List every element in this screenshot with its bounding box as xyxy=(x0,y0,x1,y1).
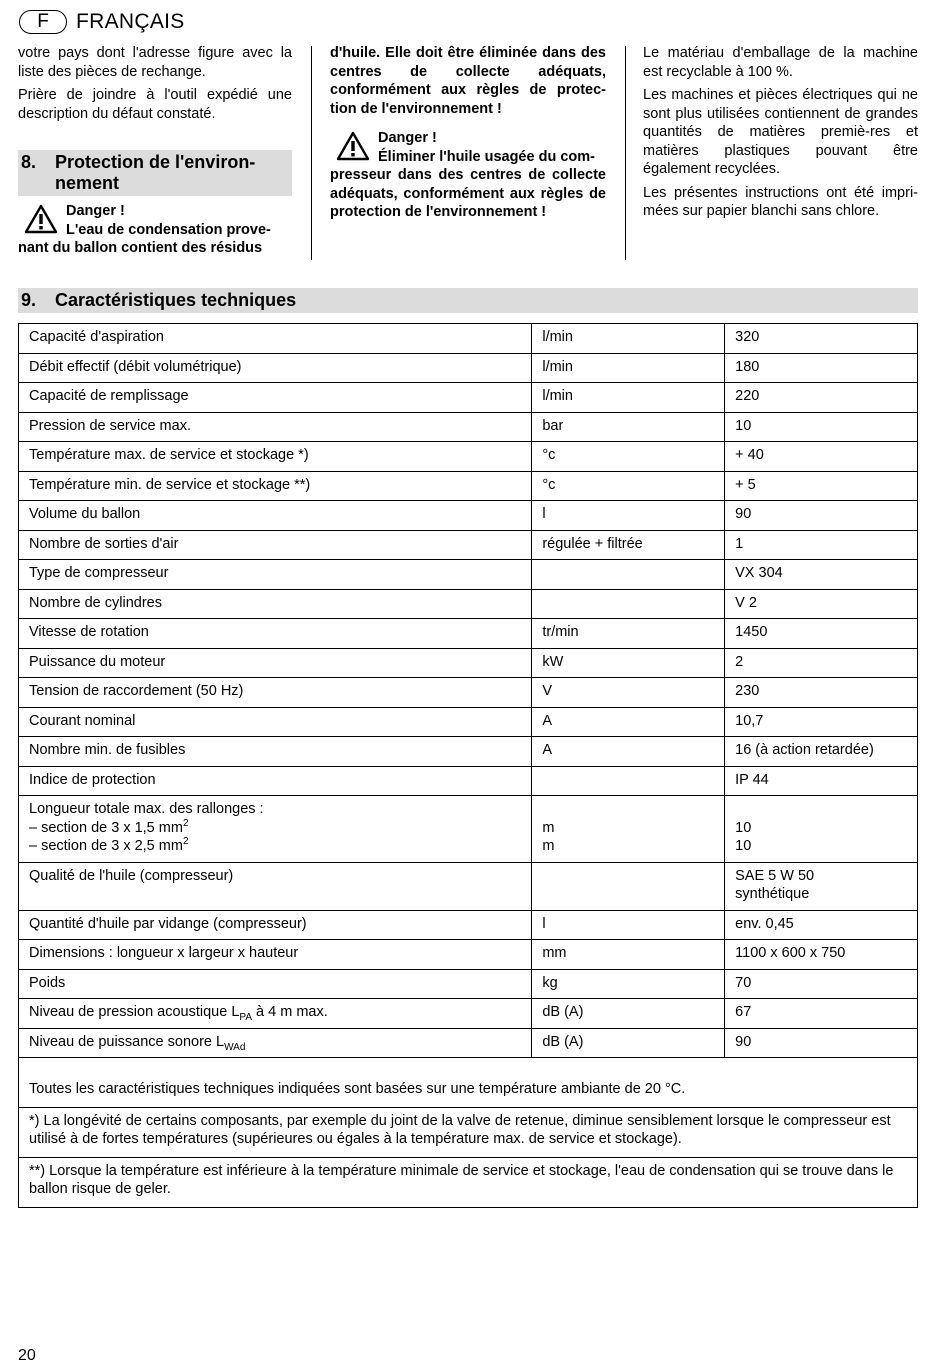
ext-value-line-3: 10 xyxy=(735,838,752,854)
ext-unit-line-3: m xyxy=(542,838,555,854)
spec-unit xyxy=(532,862,725,910)
spec-unit xyxy=(532,766,725,796)
ext-label-line-1: Longueur totale max. des rallonges : xyxy=(29,801,264,817)
table-row xyxy=(19,940,918,970)
table-row xyxy=(19,648,918,678)
table-row xyxy=(19,910,918,940)
spec-value: 180 xyxy=(725,353,918,383)
spec-unit: l/min xyxy=(532,324,725,354)
spec-label: Poids xyxy=(19,969,532,999)
danger-2-text: presseur dans des centres de collecte adéquats, conformément aux règles de protection de l'environnement ! xyxy=(330,167,606,220)
ext-unit-line-2: m xyxy=(542,819,555,836)
table-row xyxy=(19,862,918,910)
spec-unit: A xyxy=(532,737,725,767)
danger-2-line-1: Éliminer l'huile usagée du com- xyxy=(378,148,595,165)
spec-label: Température min. de service et stockage **) xyxy=(19,471,532,501)
danger-notice-2 xyxy=(330,129,606,222)
spec-label xyxy=(19,999,532,1029)
spec-label: Débit effectif (débit volumétrique) xyxy=(19,353,532,383)
spec-label: Courant nominal xyxy=(19,707,532,737)
spec-value: 67 xyxy=(725,999,918,1029)
column-3 xyxy=(643,44,918,226)
col3-paragraph-1: Le matériau d'emballage de la machine est recyclable à 100 %. xyxy=(643,45,918,80)
spec-value: 1100 x 600 x 750 xyxy=(725,940,918,970)
table-note-row xyxy=(19,1058,918,1108)
noise-label-suffix: à 4 m max. xyxy=(252,1004,328,1020)
spec-value: env. 0,45 xyxy=(725,910,918,940)
spec-label: Capacité de remplissage xyxy=(19,383,532,413)
table-row xyxy=(19,589,918,619)
subscript: PA xyxy=(239,1011,252,1023)
table-note-row xyxy=(19,1157,918,1207)
table-row xyxy=(19,324,918,354)
spec-value: IP 44 xyxy=(725,766,918,796)
table-row xyxy=(19,530,918,560)
table-row xyxy=(19,619,918,649)
table-row xyxy=(19,796,918,863)
spec-value: VX 304 xyxy=(725,560,918,590)
spec-unit: mm xyxy=(532,940,725,970)
spec-label: Quantité d'huile par vidange (compresseur) xyxy=(19,910,532,940)
spec-unit: bar xyxy=(532,412,725,442)
danger-notice-1 xyxy=(18,202,292,258)
spec-value: 220 xyxy=(725,383,918,413)
spec-value: 16 (à action retardée) xyxy=(725,737,918,767)
ext-value-line-2: 10 xyxy=(735,819,752,836)
spec-unit: l xyxy=(532,501,725,531)
spec-label: Pression de service max. xyxy=(19,412,532,442)
spec-unit: kW xyxy=(532,648,725,678)
col3-paragraph-3: Les présentes instructions ont été impri-mées sur papier blanchi sans chlore. xyxy=(643,184,918,219)
page-number: 20 xyxy=(18,1347,36,1364)
ext-label-line-2: – section de 3 x 1,5 mm xyxy=(29,819,183,836)
spec-unit: kg xyxy=(532,969,725,999)
column-2 xyxy=(330,44,606,118)
spec-unit: A xyxy=(532,707,725,737)
footnote-2: **) Lorsque la température est inférieure à la température minimale de service et stockage, l'eau de condensation qui se trouve dans le ballon risque de geler. xyxy=(19,1157,918,1207)
section-8-title: Protection de l'environ-nement xyxy=(55,152,256,193)
spec-unit: dB (A) xyxy=(532,999,725,1029)
spec-label: Indice de protection xyxy=(19,766,532,796)
danger-2-label: Danger ! xyxy=(378,130,437,146)
spec-label: Volume du ballon xyxy=(19,501,532,531)
table-row xyxy=(19,766,918,796)
table-row xyxy=(19,353,918,383)
spec-label: Type de compresseur xyxy=(19,560,532,590)
ambient-note: Toutes les caractéristiques techniques indiquées sont basées sur une température ambiante de 20 °C. xyxy=(19,1058,918,1108)
superscript: 2 xyxy=(182,817,189,829)
spec-label xyxy=(19,1028,532,1058)
warning-triangle-icon xyxy=(336,131,370,161)
table-row xyxy=(19,678,918,708)
danger-1-line-1: L'eau de condensation prove- xyxy=(66,221,271,238)
column-divider-2 xyxy=(625,46,626,260)
table-row xyxy=(19,1028,918,1058)
spec-value: + 5 xyxy=(725,471,918,501)
spec-unit xyxy=(532,560,725,590)
table-row xyxy=(19,383,918,413)
superscript: 2 xyxy=(182,836,189,848)
spec-unit: régulée + filtrée xyxy=(532,530,725,560)
spec-label: Capacité d'aspiration xyxy=(19,324,532,354)
footnote-1: *) La longévité de certains composants, par exemple du joint de la valve de retenue, diminue sensiblement lorsque le compresseur est utilisé à de fortes températures (supérieures ou égales à la température max. de service et stockage). xyxy=(19,1107,918,1157)
spec-value xyxy=(725,796,918,863)
section-9-heading xyxy=(18,288,918,313)
spec-label: Nombre min. de fusibles xyxy=(19,737,532,767)
table-row xyxy=(19,471,918,501)
spec-unit: l/min xyxy=(532,383,725,413)
col2-continued-text: d'huile. Elle doit être éliminée dans des centres de collecte adéquats, conformément aux règles de protec-tion de l'environnement ! xyxy=(330,45,606,117)
spec-unit: l/min xyxy=(532,353,725,383)
section-9-title: Caractéristiques techniques xyxy=(55,290,297,310)
spec-value: 10,7 xyxy=(725,707,918,737)
spec-unit: °c xyxy=(532,442,725,472)
spec-unit: °c xyxy=(532,471,725,501)
spec-value: V 2 xyxy=(725,589,918,619)
oil-value-line-2: synthétique xyxy=(735,886,810,902)
spec-label: Tension de raccordement (50 Hz) xyxy=(19,678,532,708)
spec-value: 10 xyxy=(725,412,918,442)
col3-paragraph-2: Les machines et pièces électriques qui ne sont plus utilisées contiennent de grandes quantités de matières premiè-res et matières plastiques pouvant être également recyclées. xyxy=(643,87,918,177)
spec-unit: dB (A) xyxy=(532,1028,725,1058)
ext-label-line-3: – section de 3 x 2,5 mm xyxy=(29,838,183,854)
column-1 xyxy=(18,44,292,128)
spec-label: Nombre de cylindres xyxy=(19,589,532,619)
table-row xyxy=(19,707,918,737)
column-divider-1 xyxy=(311,46,312,260)
spec-value: 230 xyxy=(725,678,918,708)
section-9-number: 9. xyxy=(21,290,37,310)
table-row xyxy=(19,737,918,767)
table-row xyxy=(19,442,918,472)
col1-paragraph-2: Prière de joindre à l'outil expédié une description du défaut constaté. xyxy=(18,87,292,122)
warning-triangle-icon xyxy=(24,204,58,234)
danger-1-text: nant du ballon contient des résidus xyxy=(18,240,263,256)
section-8-number: 8. xyxy=(21,152,37,172)
table-row xyxy=(19,999,918,1029)
language-badge: F xyxy=(19,10,67,34)
table-row xyxy=(19,560,918,590)
spec-table xyxy=(18,323,918,1208)
spec-label: Nombre de sorties d'air xyxy=(19,530,532,560)
spec-unit xyxy=(532,589,725,619)
spec-label: Température max. de service et stockage *) xyxy=(19,442,532,472)
spec-value: 2 xyxy=(725,648,918,678)
noise-label: Niveau de puissance sonore L xyxy=(29,1033,225,1050)
col1-paragraph-1: votre pays dont l'adresse figure avec la liste des pièces de rechange. xyxy=(18,45,292,80)
spec-unit: tr/min xyxy=(532,619,725,649)
spec-value: 90 xyxy=(725,501,918,531)
spec-value: 320 xyxy=(725,324,918,354)
spec-value: 70 xyxy=(725,969,918,999)
table-row xyxy=(19,412,918,442)
spec-value: 1 xyxy=(725,530,918,560)
spec-value: 90 xyxy=(725,1028,918,1058)
spec-unit xyxy=(532,796,725,863)
noise-label: Niveau de pression acoustique L xyxy=(29,1004,240,1020)
table-note-row xyxy=(19,1107,918,1157)
spec-label: Vitesse de rotation xyxy=(19,619,532,649)
spec-label: Puissance du moteur xyxy=(19,648,532,678)
spec-label: Dimensions : longueur x largeur x hauteur xyxy=(19,940,532,970)
subscript: WAd xyxy=(224,1041,246,1053)
danger-1-label: Danger ! xyxy=(66,203,125,219)
spec-unit: l xyxy=(532,910,725,940)
table-row xyxy=(19,501,918,531)
table-row xyxy=(19,969,918,999)
spec-value xyxy=(725,862,918,910)
section-8-heading xyxy=(18,150,292,196)
spec-unit: V xyxy=(532,678,725,708)
oil-value-line-1: SAE 5 W 50 xyxy=(735,867,815,884)
spec-label: Qualité de l'huile (compresseur) xyxy=(19,862,532,910)
language-title: FRANÇAIS xyxy=(76,10,185,33)
spec-value: + 40 xyxy=(725,442,918,472)
spec-label xyxy=(19,796,532,863)
spec-value: 1450 xyxy=(725,619,918,649)
